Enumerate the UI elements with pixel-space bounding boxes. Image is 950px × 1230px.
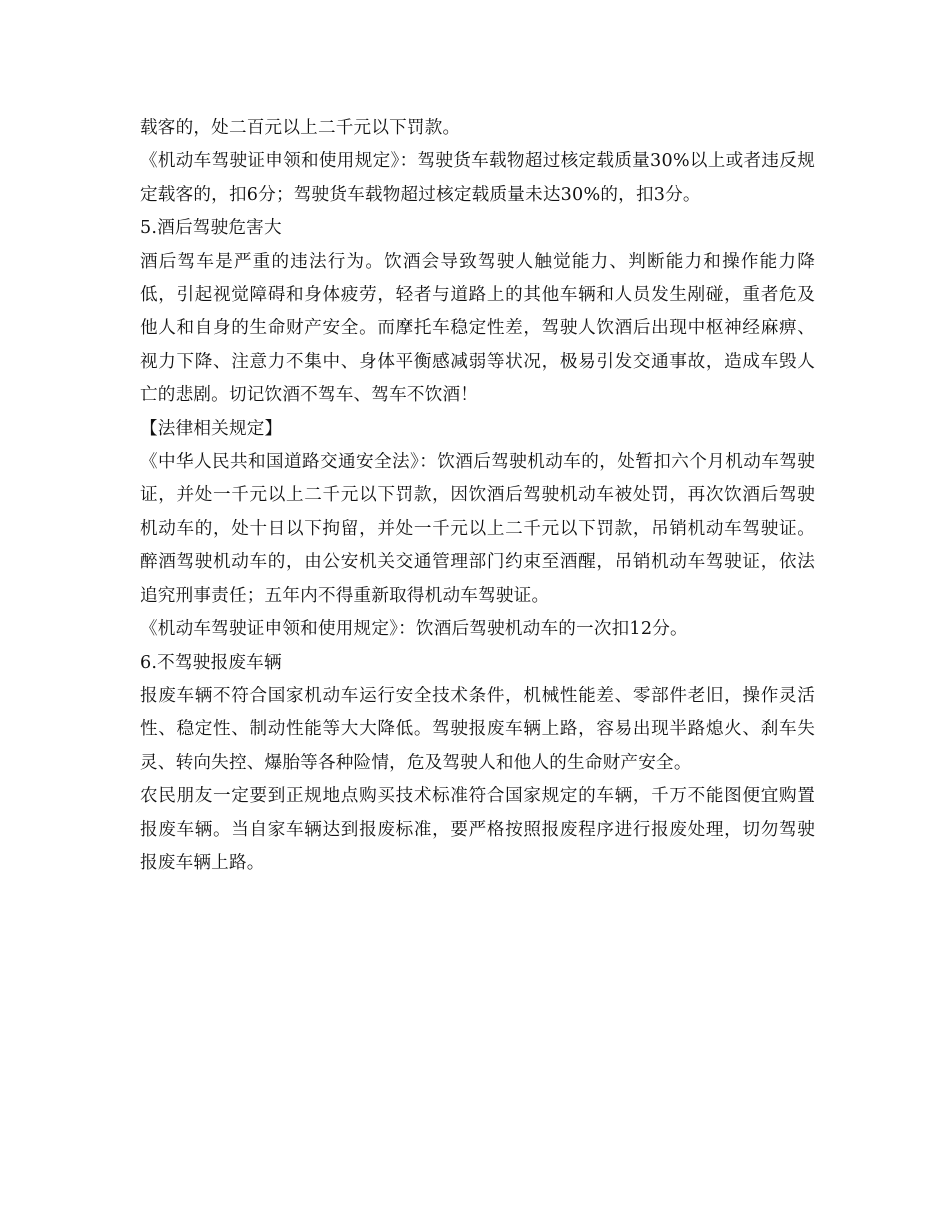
- paragraph-scrapped-vehicle-risks: 报废车辆不符合国家机动车运行安全技术条件，机械性能差、零部件老旧，操作灵活性、稳定性、制动性能等大大降低。驾驶报废车辆上路，容易出现半路熄火、刹车失灵、转向失控、爆胎等各种险情，危及驾驶人和他人的生命财产安全。: [140, 685, 815, 773]
- paragraph-license-rule-drunk: 《机动车驾驶证申领和使用规定》：饮酒后驾驶机动车的一次扣12分。: [140, 619, 688, 640]
- paragraph-drunk-driving-harm: 酒后驾车是严重的违法行为。饮酒会导致驾驶人触觉能力、判断能力和操作能力降低，引起视觉障碍和身体疲劳，轻者与道路上的其他车辆和人员发生剐碰，重者危及他人和自身的生命财产安全。而摩托车稳定性差，驾驶人饮酒后出现中枢神经麻痹、视力下降、注意力不集中、身体平衡感减弱等状况，极易引发交通事故，造成车毁人亡的悲剧。切记饮酒不驾车、驾车不饮酒！: [140, 251, 815, 406]
- subheading-legal-provisions: 【法律相关规定】: [140, 418, 283, 439]
- paragraph-road-traffic-safety-law: 《中华人民共和国道路交通安全法》：饮酒后驾驶机动车的，处暂扣六个月机动车驾驶证，并处一千元以上二千元以下罚款，因饮酒后驾驶机动车被处罚，再次饮酒后驾驶机动车的，处十日以下拘留，并处一千元以上二千元以下罚款，吊销机动车驾驶证。醉酒驾驶机动车的，由公安机关交通管理部门约束至酒醒，吊销机动车驾驶证，依法追究刑事责任；五年内不得重新取得机动车驾驶证。: [140, 452, 815, 606]
- section-heading-scrapped-vehicles: 6.不驾驶报废车辆: [140, 652, 282, 673]
- paragraph-license-rule-overload: 《机动车驾驶证申领和使用规定》：驾驶货车载物超过核定载质量30%以上或者违反规定载客的，扣6分；驾驶货车载物超过核定载质量未达30%的，扣3分。: [140, 151, 815, 205]
- paragraph-fine-continuation: 载客的，处二百元以上二千元以下罚款。: [140, 118, 461, 138]
- section-heading-drunk-driving: 5.酒后驾驶危害大: [140, 218, 282, 239]
- paragraph-farmer-advice: 农民朋友一定要到正规地点购买技术标准符合国家规定的车辆，千万不能图便宜购置报废车辆。当自家车辆达到报废标准，要严格按照报废程序进行报废处理，切勿驾驶报废车辆上路。: [140, 786, 815, 873]
- document-body: [140, 112, 815, 880]
